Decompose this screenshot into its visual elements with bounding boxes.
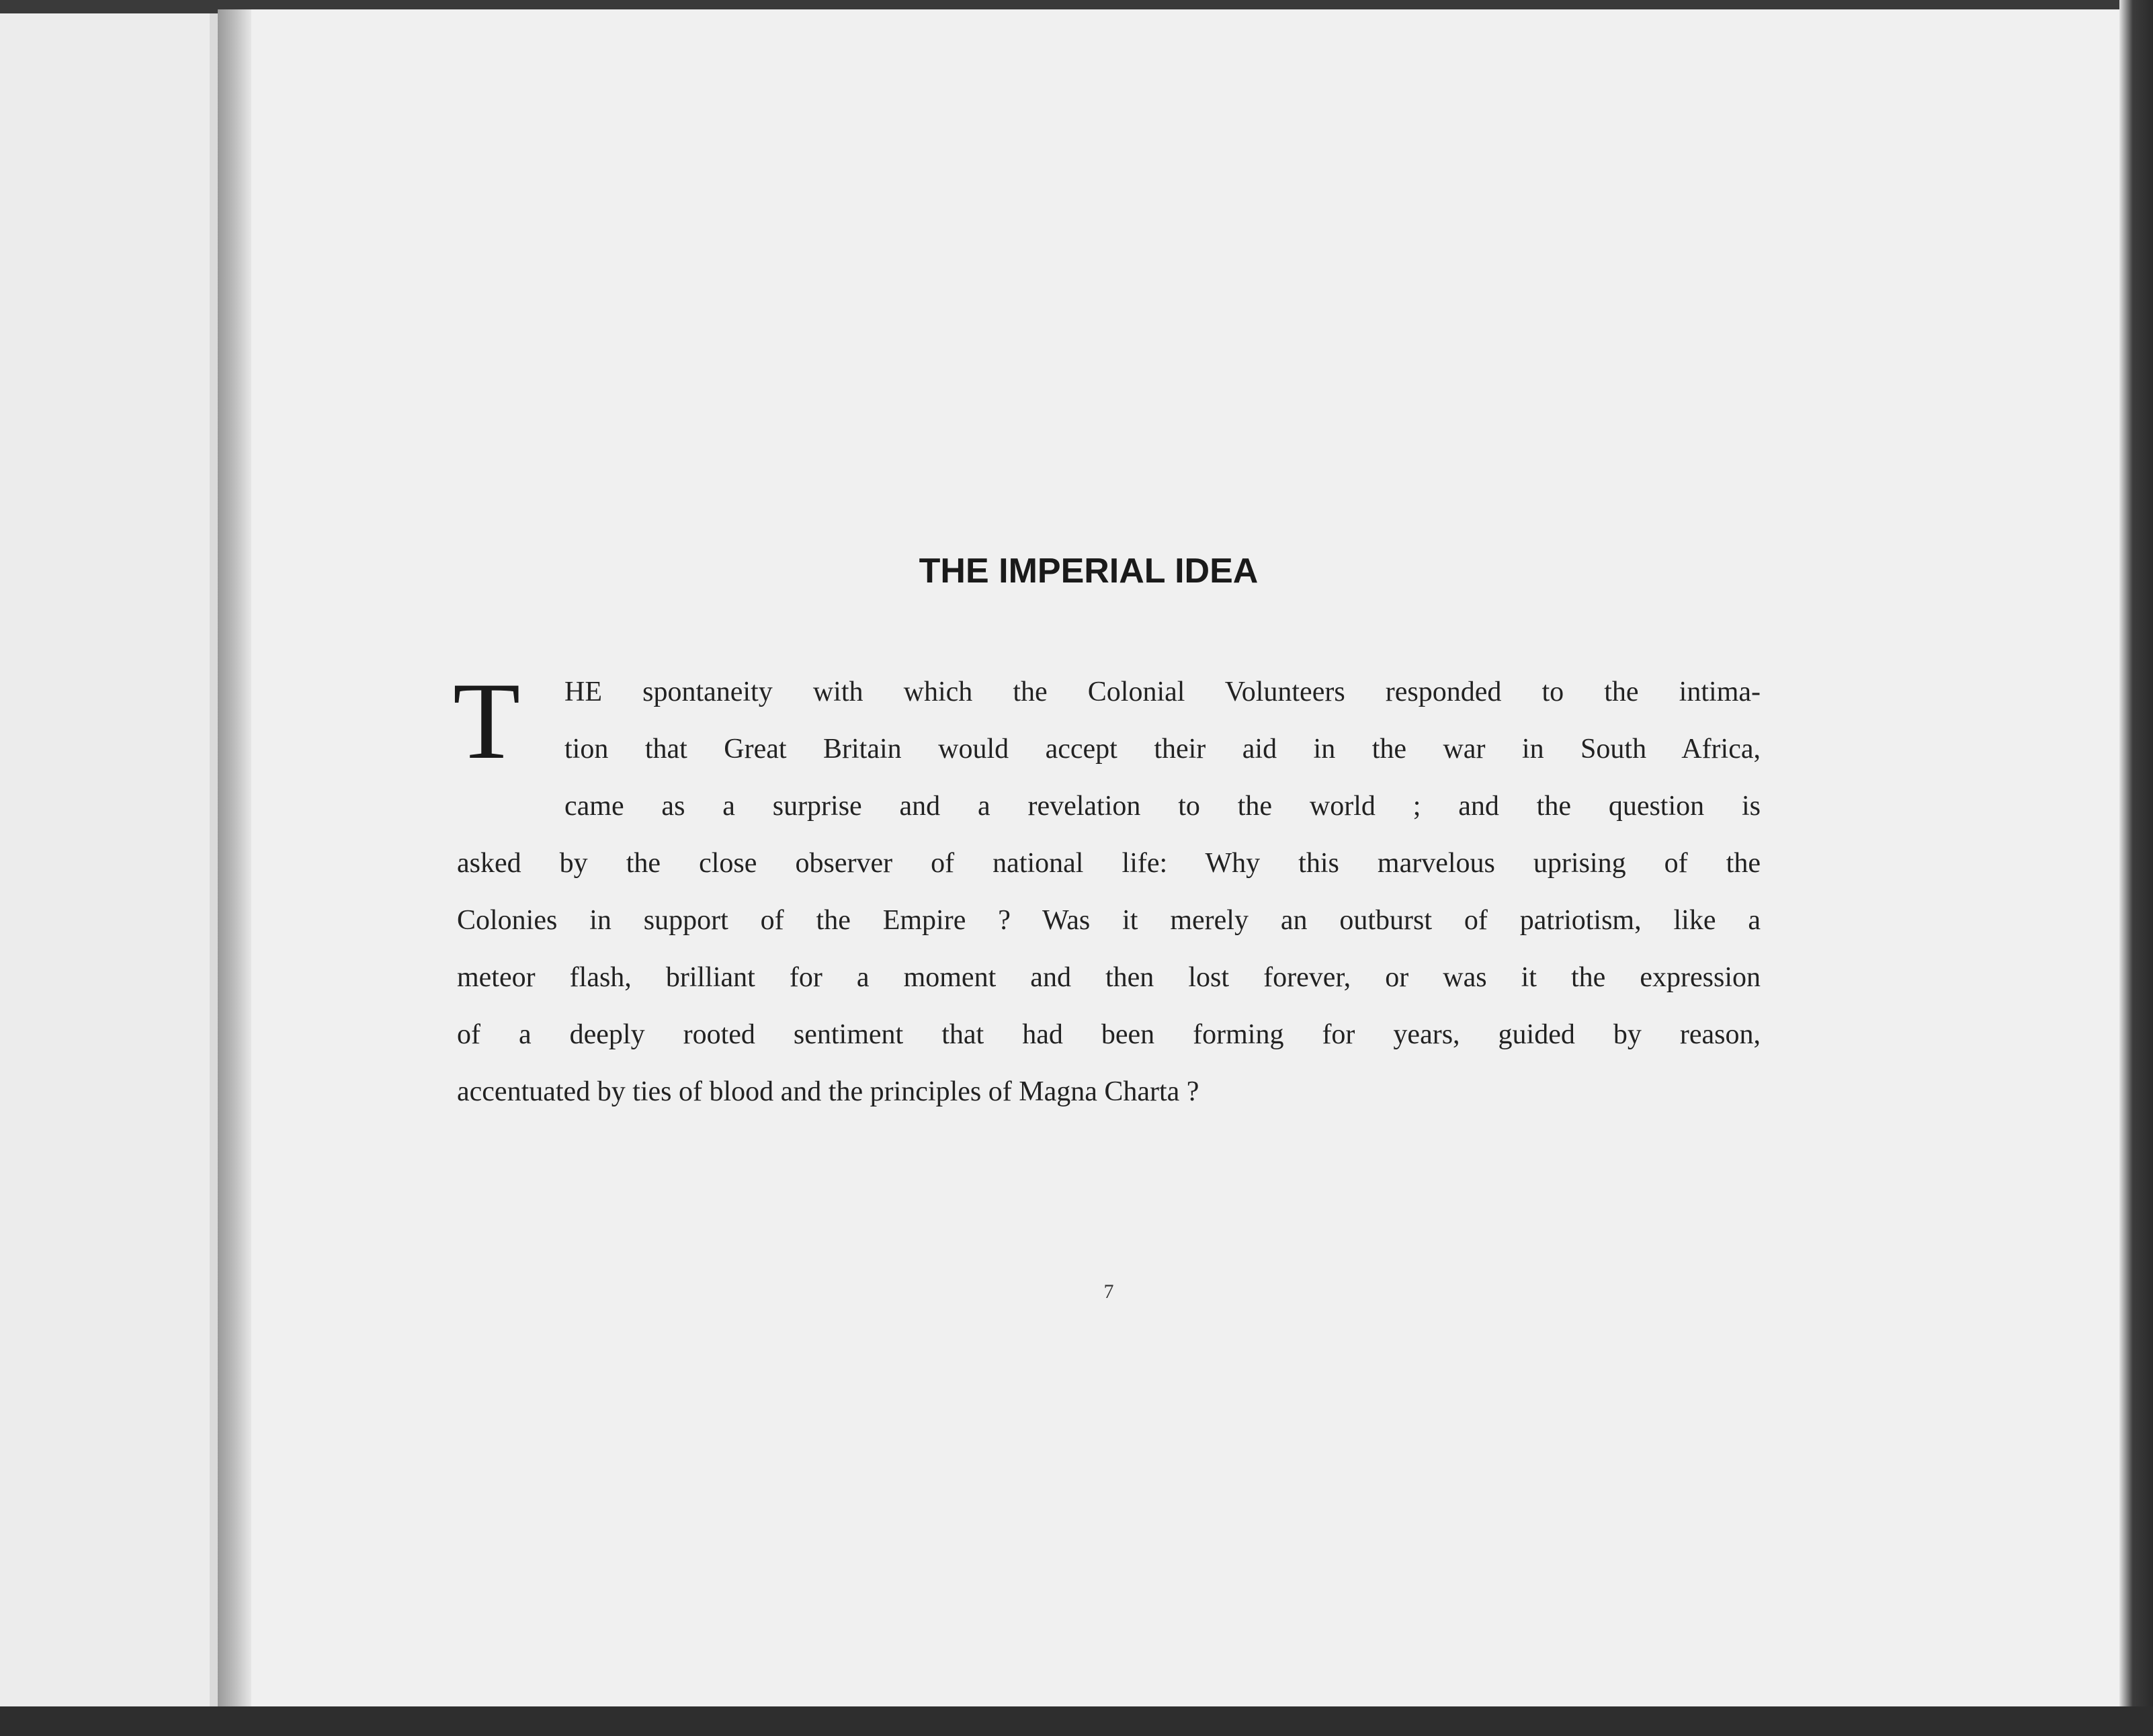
text-line: Colonies in support of the Empire ? Was it merely an outburst of patriotism, like a [457,905,1761,936]
facing-page [0,13,210,1706]
page-number: 7 [1103,1281,1114,1303]
chapter-title: THE IMPERIAL IDEA [919,552,1259,591]
text-line: accentuated by ties of blood and the principles of Magna Charta ? [457,1076,1199,1107]
scan-bottom-edge [0,1706,2153,1736]
scan-right-edge [2119,0,2153,1706]
text-line: HE spontaneity with which the Colonial Volunteers responded to the intima- [564,677,1761,707]
book-gutter-shadow [218,9,251,1706]
text-line: of a deeply rooted sentiment that had been forming for years, guided by reason, [457,1019,1761,1050]
facing-page-edge [210,13,218,1706]
text-line: tion that Great Britain would accept their aid in the war in South Africa, [564,734,1761,765]
body-paragraph [453,660,1761,1129]
drop-cap: T [453,660,521,782]
text-line: meteor flash, brilliant for a moment and then lost forever, or was it the expression [457,962,1761,993]
text-line: asked by the close observer of national life: Why this marvelous uprising of the [457,848,1761,879]
text-line: came as a surprise and a revelation to the world ; and the question is [564,791,1761,822]
